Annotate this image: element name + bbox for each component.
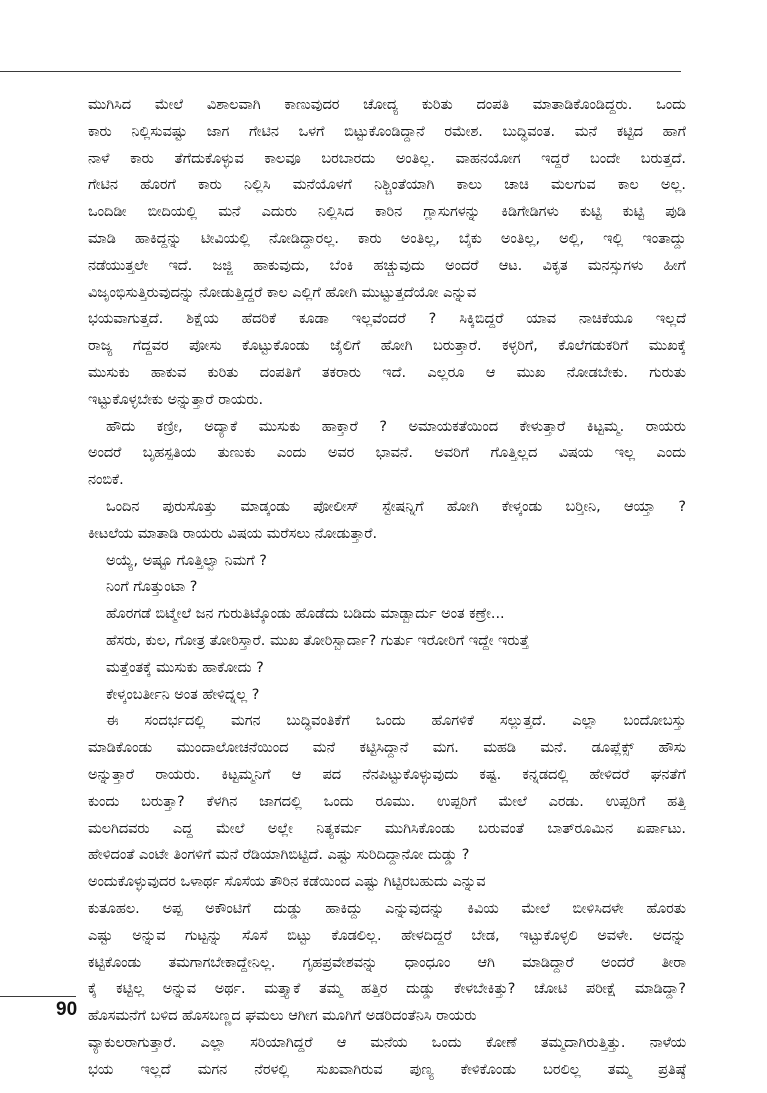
text-line: ಮಾಡಿಕೊಂಡು ಮುಂದಾಲೋಚನೆಯಿಂದ ಮನೆ ಕಟ್ಟಿಸಿದ್ದಾನೆ ಮಗ. ಮಹಡಿ ಮನೆ. ಡೂಪ್ಲೆಕ್ಸ್ ಹೌಸು <box>88 740 686 757</box>
text-line: ನಂಬಿಕೆ. <box>88 472 124 489</box>
page-number: 90 <box>56 999 78 1020</box>
text-line: ಅಂದರೆ ಬೃಹಸ್ಪತಿಯ ತುಣುಕು ಎಂದು ಅವರ ಭಾವನೆ. ಅವರಿಗೆ ಗೊತ್ತಿಲ್ಲದ ವಿಷಯ ಇಲ್ಲ ಎಂದು <box>88 445 686 462</box>
footer-rule <box>0 996 76 997</box>
header-rule <box>0 71 681 72</box>
text-line: ಗೇಟಿನ ಹೊರಗೆ ಕಾರು ನಿಲ್ಲಿಸಿ ಮನೆಯೊಳಗೆ ನಿಶ್ಚಿಂತೆಯಾಗಿ ಕಾಲು ಚಾಚಿ ಮಲಗುವ ಕಾಲ ಅಲ್ಲ. <box>88 177 686 194</box>
text-line: ವ್ಯಾಕುಲರಾಗುತ್ತಾರೆ. ಎಲ್ಲಾ ಸರಿಯಾಗಿದ್ದರೆ ಆ ಮನೆಯ ಒಂದು ಕೋಣೆ ತಮ್ಮದಾಗಿರುತ್ತಿತ್ತು. ನಾಳೆಯ <box>88 1034 686 1051</box>
text-line: ಹೌದು ಕಣ್ರೀ, ಅದ್ಯಾಕೆ ಮುಸುಕು ಹಾಕ್ತಾರೆ ? ಅಮಾಯಕತೆಯಿಂದ ಕೇಳುತ್ತಾರೆ ಕಿಟ್ಟಮ್ಮ. ರಾಯರು <box>106 418 686 435</box>
text-line: ಮುಸುಕು ಹಾಕುವ ಕುರಿತು ದಂಪತಿಗೆ ತಕರಾರು ಇದೆ. ಎಲ್ಲರೂ ಆ ಮುಖ ನೋಡಬೇಕು. ಗುರುತು <box>88 364 686 381</box>
text-line: ಕೀಟಲೆಯ ಮಾತಾಡಿ ರಾಯರು ವಿಷಯ ಮರೆಸಲು ನೋಡುತ್ತಾರೆ. <box>88 525 378 542</box>
text-line: ಕುಂದು ಬರುತ್ತಾ? ಕೆಳಗಿನ ಜಾಗದಲ್ಲಿ ಒಂದು ರೂಮು. ಉಪ್ಪರಿಗೆ ಮೇಲೆ ಎರಡು. ಉಪ್ಪರಿಗೆ ಹತ್ತಿ <box>88 793 686 810</box>
text-line: ಕೇಳ್ಕಂಬರ್ತೀನಿ ಅಂತ ಹೇಳಿದ್ನಲ್ಲ ? <box>106 686 260 703</box>
text-line: ಮಲಗಿದವರು ಎದ್ದ ಮೇಲೆ ಅಲ್ಲೇ ನಿತ್ಯಕರ್ಮ ಮುಗಿಸಿಕೊಂಡು ಬರುವಂತೆ ಬಾತ್‌ರೂಮಿನ ಏರ್ಪಾಟು. <box>88 820 686 837</box>
text-line: ನಿಂಗೆ ಗೊತ್ತುಂಟಾ ? <box>106 579 198 596</box>
text-line: ಭಯವಾಗುತ್ತದೆ. ಶಿಕ್ಷೆಯ ಹೆದರಿಕೆ ಕೂಡಾ ಇಲ್ಲವೆಂದರೆ ? ಸಿಕ್ಕಿಬಿದ್ದರೆ ಯಾವ ನಾಚಿಕೆಯೂ ಇಲ್ಲದೆ <box>88 311 686 328</box>
text-line: ಹೊರಗಡೆ ಬಿಟ್ಮೇಲೆ ಜನ ಗುರುತಿಟ್ಕೊಂಡು ಹೊಡೆದು ಬಡಿದು ಮಾಡ್ಬಾರ್ದು ಅಂತ ಕಣ್ರೇ... <box>106 606 505 623</box>
text-line: ಮುಗಿಸಿದ ಮೇಲೆ ವಿಶಾಲವಾಗಿ ಕಾಣುವುದರ ಚೋದ್ಯ ಕುರಿತು ದಂಪತಿ ಮಾತಾಡಿಕೊಂಡಿದ್ದರು. ಒಂದು <box>88 97 686 113</box>
text-line: ಮತ್ತೆಂತಕ್ಕೆ ಮುಸುಕು ಹಾಕೋದು ? <box>106 659 264 676</box>
text-line: ಕಟ್ಟಿಕೊಂಡು ತಮಗಾಗಬೇಕಾದ್ದೇನಿಲ್ಲ. ಗೃಹಪ್ರವೇಶವನ್ನು ಧಾಂಧೂಂ ಆಗಿ ಮಾಡಿದ್ದಾರೆ ಅಂದರೆ ತೀರಾ <box>88 954 686 971</box>
text-line: ಒಂದಿಡೀ ಬೀದಿಯಲ್ಲಿ ಮನೆ ಎದುರು ನಿಲ್ಲಿಸಿದ ಕಾರಿನ ಗ್ಲಾಸುಗಳನ್ನು ಕಿಡಿಗೇಡಿಗಳು ಕುಟ್ಟಿ ಕುಟ್ಟಿ ಪುಡಿ <box>88 204 686 221</box>
text-line: ನಾಳೆ ಕಾರು ತೆಗೆದುಕೊಳ್ಳುವ ಕಾಲವೂ ಬರಬಾರದು ಅಂತಿಲ್ಲ. ವಾಹನಯೋಗ ಇದ್ದರೆ ಬಂದೇ ಬರುತ್ತದೆ. <box>88 150 686 167</box>
body-text <box>88 92 686 1083</box>
text-line: ಇಟ್ಟುಕೊಳ್ಳಬೇಕು ಅನ್ನುತ್ತಾರೆ ರಾಯರು. <box>88 391 264 408</box>
text-line: ಎಷ್ಟು ಅನ್ನುವ ಗುಟ್ಟನ್ನು ಸೊಸೆ ಬಿಟ್ಟು ಕೊಡಲಿಲ್ಲ. ಹೇಳದಿದ್ದರೆ ಬೇಡ, ಇಟ್ಟುಕೊಳ್ಳಲಿ ಅವಳೇ. ಅದನ್ನು <box>88 927 686 944</box>
text-line: ಹೊಸಮನೆಗೆ ಬಳಿದ ಹೊಸಬಣ್ಣದ ಘಮಲು ಆಗೀಗ ಮೂಗಿಗೆ ಅಡರಿದಂತೆನಿಸಿ ರಾಯರು <box>88 1008 477 1025</box>
text-line: ಹೆಸರು, ಕುಲ, ಗೋತ್ರ ತೋರಿಸ್ತಾರೆ. ಮುಖ ತೋರಿಸ್ಬಾರ್ದಾ? ಗುರ್ತು ಇರೋರಿಗೆ ಇದ್ದೇ ಇರುತ್ತೆ <box>106 632 530 649</box>
text-line: ಕಾರು ನಿಲ್ಲಿಸುವಷ್ಟು ಜಾಗ ಗೇಟಿನ ಒಳಗೆ ಬಿಟ್ಟುಕೊಂಡಿದ್ದಾನೆ ರಮೇಶ. ಬುದ್ಧಿವಂತ. ಮನೆ ಕಟ್ಟಿದ ಹಾಗೆ <box>88 123 686 140</box>
text-line: ಈ ಸಂದರ್ಭದಲ್ಲಿ ಮಗನ ಬುದ್ಧಿವಂತಿಕೆಗೆ ಒಂದು ಹೊಗಳಿಕೆ ಸಲ್ಲುತ್ತದೆ. ಎಲ್ಲಾ ಬಂದೋಬಸ್ತು <box>106 713 686 730</box>
text-line: ಮಾಡಿ ಹಾಕಿದ್ದನ್ನು ಟೀವಿಯಲ್ಲಿ ನೋಡಿದ್ದಾರಲ್ಲ. ಕಾರು ಅಂತಿಲ್ಲ, ಬೈಕು ಅಂತಿಲ್ಲ, ಅಲ್ಲಿ, ಇಲ್ಲಿ ಇಂತಾದ್ದು <box>88 230 686 247</box>
text-line: ಕುತೂಹಲ. ಅಪ್ಪ ಅಕೌಂಟಿಗೆ ದುಡ್ಡು ಹಾಕಿದ್ದು ಎನ್ನುವುದನ್ನು ಕಿವಿಯ ಮೇಲೆ ಬೀಳಿಸಿದಳೇ ಹೊರತು <box>88 900 686 917</box>
text-line: ನಡೆಯುತ್ತಲೇ ಇದೆ. ಜಜ್ಜಿ ಹಾಕುವುದು, ಬೆಂಕಿ ಹಚ್ಚುವುದು ಅಂದರೆ ಆಟ. ವಿಕೃತ ಮನಸ್ಸುಗಳು ಹೀಗೆ <box>88 257 686 274</box>
text-line: ಒಂದಿನ ಪುರುಸೊತ್ತು ಮಾಡ್ಕಂಡು ಪೋಲೀಸ್ ಸ್ಟೇಷನ್ನಿಗೆ ಹೋಗಿ ಕೇಳ್ಕಂಡು ಬರ್‍ತೀನಿ, ಆಯ್ತಾ ? <box>106 498 686 515</box>
text-line: ಭಯ ಇಲ್ಲದೆ ಮಗನ ನೆರಳಲ್ಲಿ ಸುಖವಾಗಿರುವ ಪುಣ್ಯ ಕೇಳಿಕೊಂಡು ಬರಲಿಲ್ಲ ತಮ್ಮ ಪ್ರತಿಷ್ಠೆ <box>88 1061 686 1078</box>
text-line: ಅಂದುಕೊಳ್ಳುವುದರ ಒಳಾರ್ಥ ಸೊಸೆಯ ತೌರಿನ ಕಡೆಯಿಂದ ಎಷ್ಟು ಗಿಟ್ಟಿರಬಹುದು ಎನ್ನುವ <box>88 874 486 891</box>
text-line: ಹೇಳಿದಂತೆ ಎಂಟೇ ತಿಂಗಳಿಗೆ ಮನೆ ರೆಡಿಯಾಗಿಬಿಟ್ಟಿದೆ. ಎಷ್ಟು ಸುರಿದಿದ್ದಾನೋ ದುಡ್ಡು ? <box>88 847 470 864</box>
text-line: ರಾಜ್ಯ ಗೆದ್ದವರ ಪೋಸು ಕೊಟ್ಟುಕೊಂಡು ಜೈಲಿಗೆ ಹೋಗಿ ಬರುತ್ತಾರೆ. ಕಳ್ಳರಿಗೆ, ಕೊಲೆಗಡುಕರಿಗೆ ಮುಖಕ್ಕೆ <box>88 338 686 355</box>
text-line: ಅಯ್ಯೆ, ಅಷ್ಟೂ ಗೊತ್ತಿಲ್ವಾ ನಿಮಗೆ ? <box>106 552 267 569</box>
text-line: ಕೈ ಕಟ್ಟಿಲ್ಲ ಅನ್ನುವ ಅರ್ಥ. ಮತ್ತ್ಯಾಕೆ ತಮ್ಮ ಹತ್ತಿರ ದುಡ್ಡು ಕೇಳಬೇಕಿತ್ತು? ಚೋಟಿ ಪರೀಕ್ಷೆ ಮಾಡಿದ್ದಾ? <box>88 981 686 998</box>
text-line: ವಿಜೃಂಭಿಸುತ್ತಿರುವುದನ್ನು ನೋಡುತ್ತಿದ್ದರೆ ಕಾಲ ಎಲ್ಲಿಗೆ ಹೋಗಿ ಮುಟ್ಟುತ್ತದೆಯೋ ಎನ್ನುವ <box>88 284 477 301</box>
text-line: ಅನ್ನುತ್ತಾರೆ ರಾಯರು. ಕಿಟ್ಟಮ್ಮನಿಗೆ ಆ ಪದ ನೆನಪಿಟ್ಟುಕೊಳ್ಳುವುದು ಕಷ್ಟ. ಕನ್ನಡದಲ್ಲಿ ಹೇಳಿದರೆ ಘನತೆಗೆ <box>88 766 686 783</box>
